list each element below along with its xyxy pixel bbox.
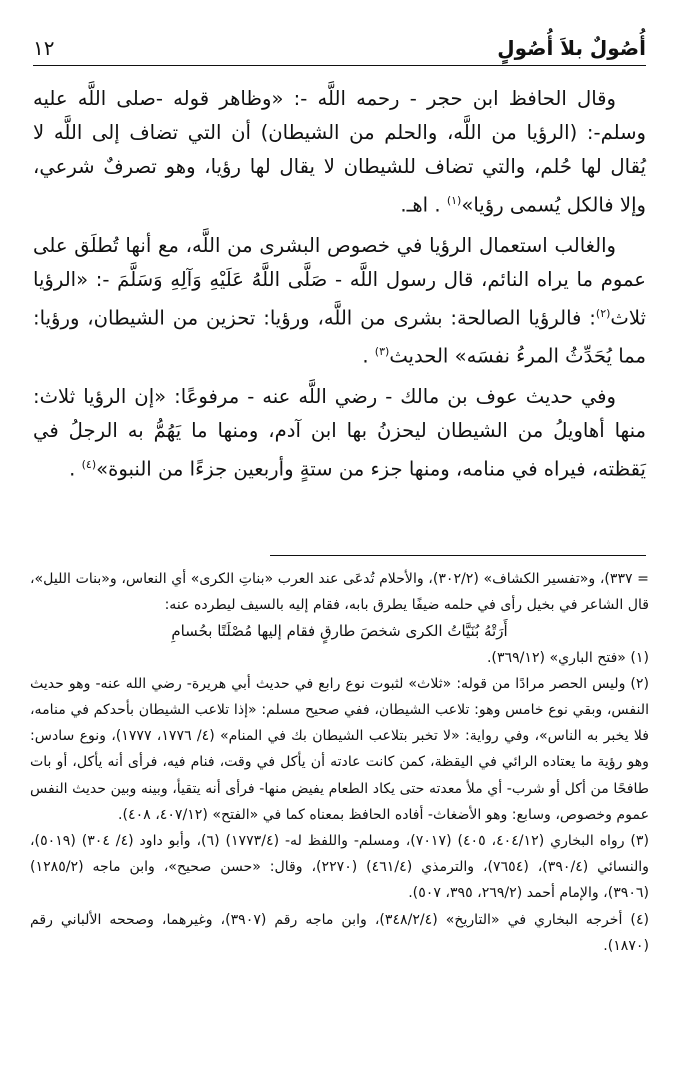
footnote-ref-1: (١) bbox=[446, 194, 462, 207]
paragraph-2-end: . bbox=[362, 344, 369, 368]
paragraph-2-cont: : فالرؤيا الصالحة: بشرى من اللَّه، ورؤيا: تحزين من الشيطان، ورؤيا: مما يُحَدِّثُ المرءُ نفسَه» الحديث bbox=[33, 306, 646, 368]
main-text bbox=[33, 82, 646, 492]
footnote-divider bbox=[270, 555, 646, 556]
footnotes bbox=[30, 566, 649, 959]
footnote-ref-2: (٢) bbox=[595, 306, 611, 320]
paragraph-1-end: . اهـ. bbox=[400, 193, 441, 217]
paragraph-2 bbox=[33, 229, 646, 374]
page-number: ١٢ bbox=[33, 36, 55, 60]
footnote-4: (٤) أخرجه البخاري في «التاريخ» (٣٤٨/٢/٤)، وابن ماجه رقم (٣٩٠٧)، وغيرهما، وصححه الألباني رقم (١٨٧٠). bbox=[30, 911, 650, 954]
paragraph-2-text: والغالب استعمال الرؤيا في خصوص البشرى من اللَّه، مع أنها تُطلَق على عموم ما يراه النائم، قال رسول اللَّه - صَلَّى اللَّهُ عَلَيْهِ وَآلِهِ وَسَلَّمَ -: «الرؤيا ثلاث bbox=[33, 233, 646, 330]
paragraph-3-end: . bbox=[69, 457, 76, 481]
poetry-verse: أَرَتْهُ بُنَيَّاتُ الكرى شخصَ طارقٍ فقام إليها مُصْلَتًا بحُسامِ bbox=[171, 622, 508, 641]
footnote-2: (٢) وليس الحصر مرادًا من قوله: «ثلاث» لثبوت نوع رابع في حديث أبي هريرة- رضي الله عنه- وهو حديث النفس، وبقي نوع خامس وهو: تلاعب الشيطان، ففي صحيح مسلم: «إذا تلاعب الشيطان بأحدكم في منامه، فلا يخبر به الناس»، وفي رواية: «لا تخبر بتلاعب الشيطان بك في المنام» (٤/ ١٧٧٦، ١٧٧٧)، ونوع سادس: وهو رؤية ما يعتاده الرائي في اليقظة، كمن كانت عادته أن يأكل في وقت، فنام فيه، فرأى أنه يأكل، أو بات طافحًا من أكل أو شرب- أي ملأ معدته حتى يكاد الطعام يفيض منها- فرأى أنه يتقيأ، وبينه وبين حديث النفس عموم وخصوص، وسابع: وهو الأضغاث- أفاده الحافظ بمعناه كما في «الفتح» (٤٠٧/١٢، ٤٠٨). bbox=[30, 675, 650, 823]
paragraph-3 bbox=[33, 380, 646, 487]
footnote-ref-4: (٤) bbox=[81, 457, 97, 471]
paragraph-3-text: وفي حديث عوف بن مالك - رضي اللَّه عنه - مرفوعًا: «إن الرؤيا ثلاث: منها أهاويلُ من الشيطان ليحزنُ بها ابن آدم، ومنها ما يَهُمُّ به الرجلُ في يَقظته، فيراه في منامه، ومنها جزء من ستةٍ وأربعين جزءًا من النبوة» bbox=[33, 384, 646, 481]
footnote-3: (٣) رواه البخاري (٤٠٤/١٢، ٤٠٥) (٧٠١٧)، ومسلم- واللفظ له- (١٧٧٣/٤) (٦)، وأبو داود (٤/ ٣٠٤) (٥٠١٩)، والنسائي (٣٩٠/٤)، (٧٦٥٤)، والترمذي (٤٦١/٤) (٢٢٧٠)، وقال: «حسن صحيح»، وابن ماجه (١٢٨٥/٢) (٣٩٠٦)، والإمام أحمد (٢٦٩/٢، ٣٩٥، ٥٠٧). bbox=[30, 833, 649, 902]
paragraph-1 bbox=[33, 82, 646, 223]
footnote-ref-3: (٣) bbox=[374, 345, 390, 359]
paragraph-1-text: وقال الحافظ ابن حجر - رحمه اللَّه -: «وظاهر قوله -صلى اللَّه عليه وسلم-: (الرؤيا من اللَّه، والحلم من الشيطان) أن التي تضاف إلى اللَّه لا يُقال لها حُلم، والتي تضاف للشيطان لا يقال لها رؤيا، وهو تصرفٌ شرعي، وإلا فالكل يُسمى رؤيا» bbox=[33, 87, 646, 217]
footnote-continuation: = ٣٣٧)، و«تفسير الكشاف» (٣٠٢/٢)، والأحلام تُدعَى عند العرب «بناتِ الكرى» أي النعاس، و«بنات الليل»، قال الشاعر في بخيل رأى في حلمه ضيفًا يطرق بابه، فقام إليه بالسيف ليطرده عنه: bbox=[30, 571, 649, 614]
running-title: أُصُولٌ بلاَ أُصُولٍ bbox=[497, 36, 646, 60]
page-header bbox=[33, 30, 646, 66]
footnote-1: (١) «فتح الباري» (٣٦٩/١٢). bbox=[486, 649, 649, 666]
